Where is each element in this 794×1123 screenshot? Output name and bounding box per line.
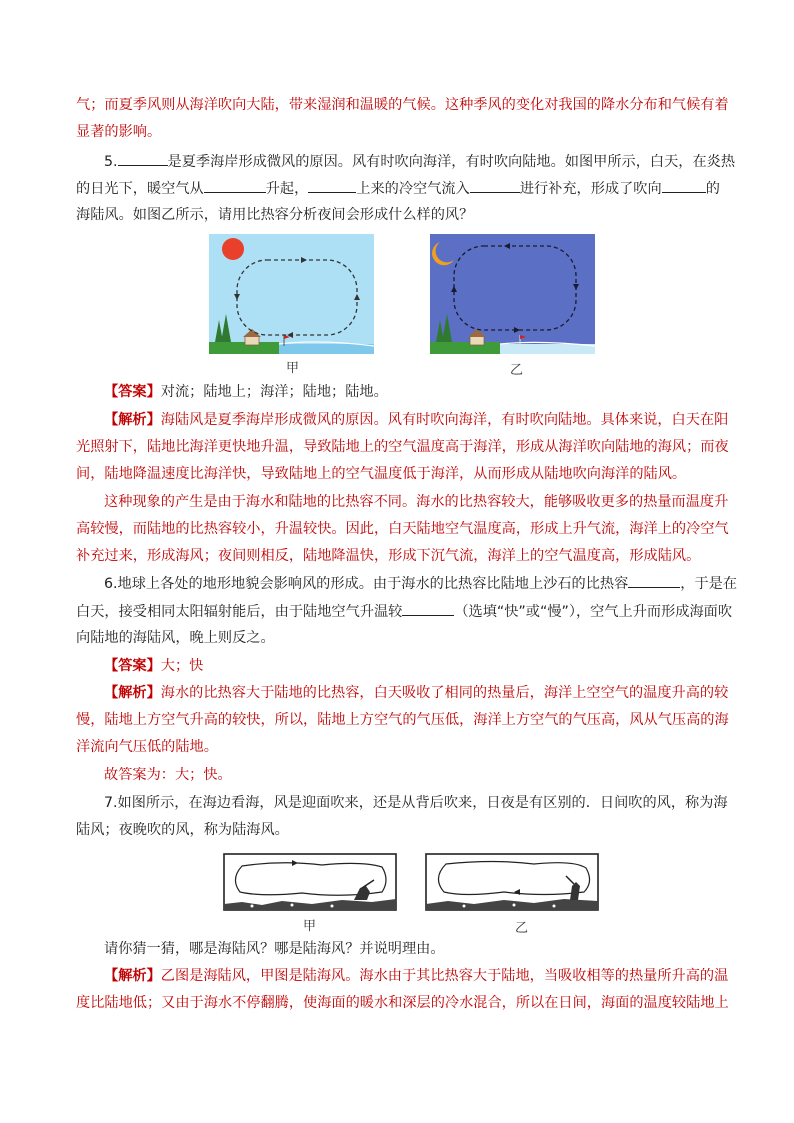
question-5-line-2 bbox=[76, 178, 720, 199]
question-7-line-3: 请你猜一猜，哪是海陆风？哪是陆海风？并说明理由。 bbox=[104, 941, 445, 957]
explanation-label: 【解析】 bbox=[104, 412, 161, 428]
figure-caption-yi: 乙 bbox=[515, 921, 529, 936]
text: 白天，接受相同太阳辐射能后，由于陆地空气升温较 bbox=[76, 604, 403, 620]
question-5-line-1 bbox=[104, 151, 735, 172]
text-line: 这种现象的产生是由于海水和陆地的比热容不同。海水的比热容较大，能够吸收更多的热量而温度升 bbox=[104, 494, 729, 510]
text: 进行补充，形成了吹向 bbox=[519, 181, 662, 197]
text-line: 高较慢，而陆地的比热容较小，升温较快。因此，白天陆地空气温度高，形成上升气流，海洋上的冷空气 bbox=[76, 521, 729, 537]
question-6-line-1 bbox=[104, 573, 737, 594]
text: （选填“快”或“慢”），空气上升而形成海面吹 bbox=[454, 604, 733, 620]
answer-blank bbox=[204, 178, 266, 193]
text: 是夏季海岸形成微风的原因。风有时吹向海洋，有时吹向陆地。如图甲所示，白天，在炎热 bbox=[167, 154, 736, 170]
answer-label: 【答案】 bbox=[104, 384, 161, 400]
text: 海水的比热容大于陆地的比热容，白天吸收了相同的热量后，海洋上空空气的温度升高的较 bbox=[160, 685, 729, 701]
text-line: 气；而夏季风则从海洋吹向大陆，带来湿润和温暖的气候。这种季风的变化对我国的降水分布和气候有着 bbox=[76, 97, 729, 113]
text-line: 慢，陆地上方空气升高的较快，所以，陆地上方空气的气压低，海洋上方空气的气压高，风从气压高的海 bbox=[76, 712, 729, 728]
answer-label: 【答案】 bbox=[104, 658, 161, 674]
text-line: 间，陆地降温速度比海洋快，导致陆地上的空气温度低于海洋，从而形成从陆地吹向海洋的陆风。 bbox=[76, 466, 687, 482]
answer-blank bbox=[308, 178, 356, 193]
figure-caption-jia: 甲 bbox=[286, 361, 300, 376]
question-5-line-3: 海陆风。如图乙所示，请用比热容分析夜间会形成什么样的风？ bbox=[76, 207, 474, 223]
day-sea-breeze-figure bbox=[209, 234, 374, 354]
question-7-line-1: 7.如图所示，在海边看海，风是迎面吹来，还是从背后吹来，日夜是有区别的．日间吹的风，称为海 bbox=[104, 795, 728, 811]
explanation-label: 【解析】 bbox=[104, 968, 161, 984]
answer-blank bbox=[628, 573, 680, 588]
figure-caption-jia: 甲 bbox=[303, 919, 317, 934]
house-icon bbox=[470, 336, 484, 345]
text: 6.地球上各处的地形地貌会影响风的形成。由于海水的比热容比陆地上沙石的比热容 bbox=[104, 576, 629, 592]
text-line: 洋流向气压低的陆地。 bbox=[76, 739, 218, 755]
text: ，于是在 bbox=[680, 576, 738, 592]
text-line: 故答案为：大；快。 bbox=[104, 767, 232, 783]
answer-blank bbox=[118, 151, 168, 166]
answer-blank bbox=[662, 178, 706, 193]
text-line: 光照射下，陆地比海洋更快地升温，导致陆地上的空气温度高于海洋，形成从海洋吹向陆地的海风；而夜 bbox=[76, 439, 729, 455]
sun-icon bbox=[222, 238, 244, 260]
house-icon bbox=[245, 336, 259, 345]
breeze-sketch-yi bbox=[424, 852, 600, 914]
text-line: 补充过来，形成海风；夜间则相反，陆地降温快，形成下沉气流，海洋上的空气温度高，形成陆风。 bbox=[76, 548, 701, 564]
text-line: 度比陆地低；又由于海水不停翻腾，使海面的暖水和深层的冷水混合，所以在日间，海面的温度较陆地上 bbox=[76, 995, 729, 1011]
text: 的日光下，暖空气从 bbox=[76, 181, 204, 197]
answer-6 bbox=[104, 656, 203, 676]
answer-blank bbox=[470, 178, 520, 193]
answer-5 bbox=[104, 382, 388, 402]
explanation-6-line-1 bbox=[104, 683, 728, 703]
breeze-sketch-jia bbox=[222, 852, 398, 914]
explanation-label: 【解析】 bbox=[104, 685, 161, 701]
text: 海陆风是夏季海岸形成微风的原因。风有时吹向海洋，有时吹向陆地。具体来说，白天在阳 bbox=[160, 412, 729, 428]
question-7-line-2: 陆风；夜晚吹的风，称为陆海风。 bbox=[76, 822, 289, 838]
text: 的 bbox=[705, 181, 720, 197]
answer-text: 大；快 bbox=[160, 658, 204, 674]
night-land-breeze-figure bbox=[430, 234, 595, 354]
question-6-line-3: 向陆地的海陆风，晚上则反之。 bbox=[76, 630, 275, 646]
text: 上来的冷空气流入 bbox=[356, 181, 470, 197]
answer-text: 对流；陆地上；海洋；陆地；陆地。 bbox=[160, 384, 388, 400]
text: 升起， bbox=[265, 181, 309, 197]
question-number: 5. bbox=[104, 154, 118, 170]
answer-blank bbox=[402, 601, 454, 616]
text: 乙图是海陆风，甲图是陆海风。海水由于其比热容大于陆地，当吸收相等的热量所升高的温 bbox=[160, 968, 729, 984]
question-6-line-2 bbox=[76, 601, 732, 622]
text-line: 显著的影响。 bbox=[76, 124, 162, 140]
explanation-7-line-1 bbox=[104, 966, 728, 986]
explanation-5-line-1 bbox=[104, 410, 728, 430]
figure-caption-yi: 乙 bbox=[510, 363, 524, 378]
